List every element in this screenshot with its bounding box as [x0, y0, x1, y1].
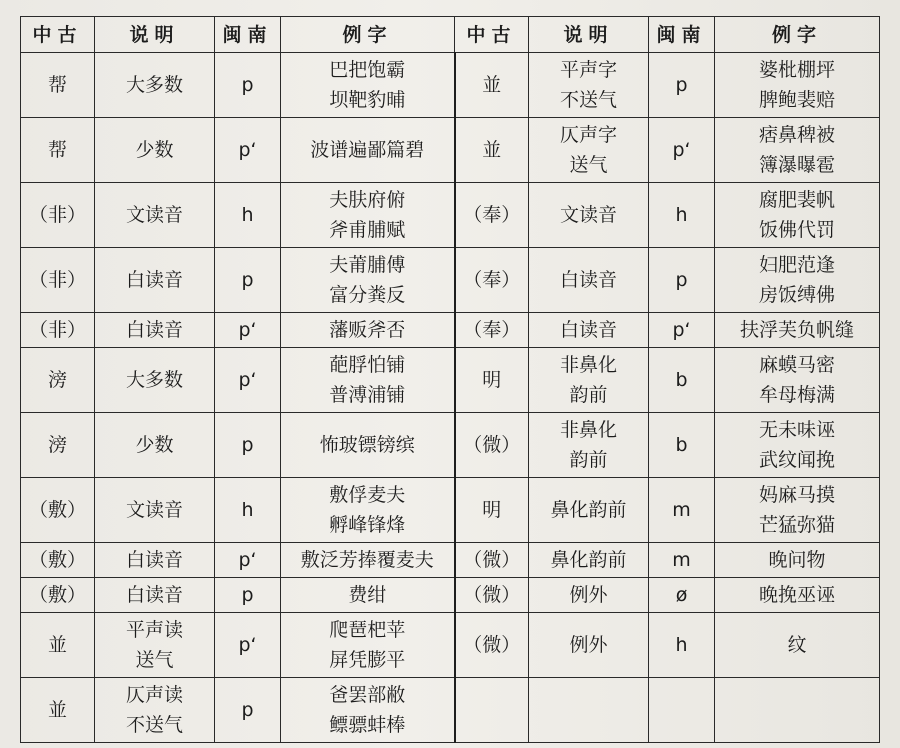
- cell-line: 仄声读: [125, 684, 183, 706]
- right-example-chars-cell: [715, 613, 880, 678]
- left-description-cell: [95, 478, 215, 543]
- left-example-chars-cell: [281, 478, 455, 543]
- left-minnan-initial-cell: h: [215, 478, 281, 543]
- right-minnan-initial-cell: [649, 678, 715, 743]
- cell-line: 平声读: [125, 619, 183, 641]
- right-minnan-initial-cell: p: [649, 248, 715, 313]
- right-minnan-initial-cell: m: [649, 543, 715, 578]
- cell-line: 纹: [787, 634, 807, 656]
- left-description-cell: [95, 53, 215, 118]
- cell-line: 白读音: [125, 319, 183, 341]
- left-example-chars-cell: [281, 348, 455, 413]
- left-description-cell: [95, 578, 215, 613]
- cell-line: 文读音: [559, 204, 617, 226]
- cell-line: 非鼻化: [559, 419, 617, 441]
- cell-line: 麻蟆马密: [758, 354, 835, 376]
- cell-line: 脾鲍裴赔: [758, 89, 835, 111]
- right-description-cell: [529, 348, 649, 413]
- cell-line: 仄声字: [559, 124, 617, 146]
- right-description-cell: [529, 678, 649, 743]
- cell-line: 痞鼻稗被: [758, 124, 835, 146]
- cell-line: 富分粪反: [329, 284, 406, 306]
- table-row: [21, 118, 880, 183]
- table-body: [21, 53, 880, 743]
- right-minnan-initial-cell: h: [649, 613, 715, 678]
- right-middle-chinese-cell: （微）: [455, 413, 529, 478]
- header-examples: 例字: [281, 17, 455, 53]
- cell-line: 无未味诬: [758, 419, 835, 441]
- cell-line: 送气: [569, 154, 608, 176]
- right-middle-chinese-cell: （奉）: [455, 248, 529, 313]
- cell-line: 白读音: [125, 269, 183, 291]
- left-description-cell: [95, 313, 215, 348]
- header-description: 说明: [95, 17, 215, 53]
- left-middle-chinese-cell: （敷）: [21, 478, 95, 543]
- right-minnan-initial-cell: ø: [649, 578, 715, 613]
- cell-line: 晚问物: [768, 549, 826, 571]
- table-row: [21, 53, 880, 118]
- left-middle-chinese-cell: 帮: [21, 118, 95, 183]
- right-example-chars-cell: [715, 313, 880, 348]
- right-description-cell: [529, 413, 649, 478]
- cell-line: 普溥浦铺: [329, 384, 406, 406]
- right-example-chars-cell: [715, 413, 880, 478]
- header-middle-chinese-right: 中古: [455, 17, 529, 53]
- left-middle-chinese-cell: （非）: [21, 248, 95, 313]
- right-middle-chinese-cell: [455, 678, 529, 743]
- left-example-chars-cell: [281, 578, 455, 613]
- cell-line: 妈麻马摸: [758, 484, 835, 506]
- left-example-chars-cell: [281, 413, 455, 478]
- left-minnan-initial-cell: p: [215, 578, 281, 613]
- left-middle-chinese-cell: 帮: [21, 53, 95, 118]
- cell-line: 屏凭膨平: [329, 649, 406, 671]
- cell-line: 簿瀑曝雹: [758, 154, 835, 176]
- right-middle-chinese-cell: 明: [455, 478, 529, 543]
- right-middle-chinese-cell: （微）: [455, 543, 529, 578]
- right-middle-chinese-cell: （微）: [455, 613, 529, 678]
- cell-line: 文读音: [125, 204, 183, 226]
- cell-line: 例外: [569, 634, 608, 656]
- right-description-cell: [529, 313, 649, 348]
- cell-line: 鼻化韵前: [550, 499, 627, 521]
- right-middle-chinese-cell: （微）: [455, 578, 529, 613]
- cell-line: 大多数: [125, 369, 183, 391]
- cell-line: 例外: [569, 584, 608, 606]
- right-minnan-initial-cell: h: [649, 183, 715, 248]
- right-example-chars-cell: [715, 348, 880, 413]
- cell-line: 葩脬怕铺: [329, 354, 406, 376]
- cell-line: 波谱遍鄙篇碧: [310, 139, 425, 161]
- left-minnan-initial-cell: p‘: [215, 613, 281, 678]
- cell-line: 韵前: [569, 449, 608, 471]
- left-description-cell: [95, 118, 215, 183]
- right-minnan-initial-cell: p‘: [649, 118, 715, 183]
- cell-line: 鼻化韵前: [550, 549, 627, 571]
- cell-line: 怖玻镖镑缤: [319, 434, 415, 456]
- cell-line: 牟母梅满: [758, 384, 835, 406]
- right-description-cell: [529, 578, 649, 613]
- table-row: [21, 543, 880, 578]
- table-row: [21, 478, 880, 543]
- table-row: [21, 413, 880, 478]
- right-middle-chinese-cell: 明: [455, 348, 529, 413]
- cell-line: 平声字: [559, 59, 617, 81]
- cell-line: 夫肤府俯: [329, 189, 406, 211]
- cell-line: 斧甫脯赋: [329, 219, 406, 241]
- left-middle-chinese-cell: 滂: [21, 348, 95, 413]
- cell-line: 巴把饱霸: [329, 59, 406, 81]
- left-example-chars-cell: [281, 543, 455, 578]
- cell-line: 妇肥范逢: [758, 254, 835, 276]
- right-minnan-initial-cell: b: [649, 413, 715, 478]
- table-row: [21, 613, 880, 678]
- right-middle-chinese-cell: （奉）: [455, 183, 529, 248]
- cell-line: 韵前: [569, 384, 608, 406]
- right-example-chars-cell: [715, 183, 880, 248]
- cell-line: 少数: [135, 139, 174, 161]
- left-middle-chinese-cell: （非）: [21, 183, 95, 248]
- cell-line: 白读音: [125, 549, 183, 571]
- right-example-chars-cell: [715, 53, 880, 118]
- header-description-right: 说明: [529, 17, 649, 53]
- sound-correspondence-table: [20, 16, 880, 743]
- right-minnan-initial-cell: m: [649, 478, 715, 543]
- table-row: [21, 183, 880, 248]
- left-minnan-initial-cell: p‘: [215, 313, 281, 348]
- right-middle-chinese-cell: 並: [455, 118, 529, 183]
- cell-line: 白读音: [559, 319, 617, 341]
- right-example-chars-cell: [715, 118, 880, 183]
- left-example-chars-cell: [281, 313, 455, 348]
- cell-line: 鳔骠蚌棒: [329, 714, 406, 736]
- cell-line: 非鼻化: [559, 354, 617, 376]
- left-example-chars-cell: [281, 183, 455, 248]
- right-middle-chinese-cell: 並: [455, 53, 529, 118]
- left-minnan-initial-cell: p‘: [215, 543, 281, 578]
- left-minnan-initial-cell: p‘: [215, 118, 281, 183]
- left-middle-chinese-cell: （非）: [21, 313, 95, 348]
- left-description-cell: [95, 248, 215, 313]
- right-description-cell: [529, 183, 649, 248]
- right-description-cell: [529, 543, 649, 578]
- left-description-cell: [95, 183, 215, 248]
- cell-line: 白读音: [125, 584, 183, 606]
- header-row: [21, 17, 880, 53]
- cell-line: 爬琶杷苹: [329, 619, 406, 641]
- cell-line: 房饭缚佛: [758, 284, 835, 306]
- left-description-cell: [95, 543, 215, 578]
- left-description-cell: [95, 613, 215, 678]
- cell-line: 孵峰锋烽: [329, 514, 406, 536]
- right-description-cell: [529, 478, 649, 543]
- cell-line: 藩贩斧否: [329, 319, 406, 341]
- cell-line: 大多数: [125, 74, 183, 96]
- cell-line: 敷俘麦夫: [329, 484, 406, 506]
- left-example-chars-cell: [281, 678, 455, 743]
- left-minnan-initial-cell: p: [215, 678, 281, 743]
- cell-line: 晚挽巫诬: [758, 584, 835, 606]
- left-middle-chinese-cell: （敷）: [21, 543, 95, 578]
- left-example-chars-cell: [281, 118, 455, 183]
- cell-line: 爸罢部敝: [329, 684, 406, 706]
- cell-line: 婆枇棚坪: [758, 59, 835, 81]
- right-description-cell: [529, 248, 649, 313]
- left-middle-chinese-cell: 並: [21, 678, 95, 743]
- left-example-chars-cell: [281, 53, 455, 118]
- left-minnan-initial-cell: p: [215, 53, 281, 118]
- cell-line: 扶浮芙负帆缝: [739, 319, 854, 341]
- right-example-chars-cell: [715, 478, 880, 543]
- right-minnan-initial-cell: p‘: [649, 313, 715, 348]
- left-minnan-initial-cell: h: [215, 183, 281, 248]
- cell-line: 费绀: [348, 584, 387, 606]
- right-description-cell: [529, 613, 649, 678]
- table-row: [21, 348, 880, 413]
- header-examples-right: 例字: [715, 17, 880, 53]
- left-example-chars-cell: [281, 613, 455, 678]
- cell-line: 夫莆脯傅: [329, 254, 406, 276]
- right-example-chars-cell: [715, 678, 880, 743]
- header-middle-chinese: 中古: [21, 17, 95, 53]
- left-example-chars-cell: [281, 248, 455, 313]
- cell-line: 饭佛代罚: [758, 219, 835, 241]
- cell-line: 白读音: [559, 269, 617, 291]
- cell-line: 文读音: [125, 499, 183, 521]
- cell-line: 不送气: [125, 714, 183, 736]
- left-description-cell: [95, 413, 215, 478]
- left-minnan-initial-cell: p‘: [215, 348, 281, 413]
- cell-line: 腐肥裴帆: [758, 189, 835, 211]
- right-minnan-initial-cell: b: [649, 348, 715, 413]
- table-row: [21, 313, 880, 348]
- right-description-cell: [529, 53, 649, 118]
- right-minnan-initial-cell: p: [649, 53, 715, 118]
- cell-line: 坝靶豹晡: [329, 89, 406, 111]
- table-row: [21, 678, 880, 743]
- cell-line: 武纹闻挽: [758, 449, 835, 471]
- cell-line: 不送气: [559, 89, 617, 111]
- cell-line: 送气: [135, 649, 174, 671]
- right-example-chars-cell: [715, 248, 880, 313]
- left-middle-chinese-cell: 滂: [21, 413, 95, 478]
- header-minnan: 闽南: [215, 17, 281, 53]
- left-description-cell: [95, 348, 215, 413]
- cell-line: 少数: [135, 434, 174, 456]
- table-header: [21, 17, 880, 53]
- left-middle-chinese-cell: （敷）: [21, 578, 95, 613]
- right-description-cell: [529, 118, 649, 183]
- table-row: [21, 248, 880, 313]
- right-example-chars-cell: [715, 543, 880, 578]
- left-middle-chinese-cell: 並: [21, 613, 95, 678]
- right-example-chars-cell: [715, 578, 880, 613]
- left-minnan-initial-cell: p: [215, 413, 281, 478]
- right-middle-chinese-cell: （奉）: [455, 313, 529, 348]
- left-minnan-initial-cell: p: [215, 248, 281, 313]
- cell-line: 敷泛芳捧覆麦夫: [300, 549, 434, 571]
- table-row: [21, 578, 880, 613]
- cell-line: 芒猛弥猫: [758, 514, 835, 536]
- header-minnan-right: 闽南: [649, 17, 715, 53]
- left-description-cell: [95, 678, 215, 743]
